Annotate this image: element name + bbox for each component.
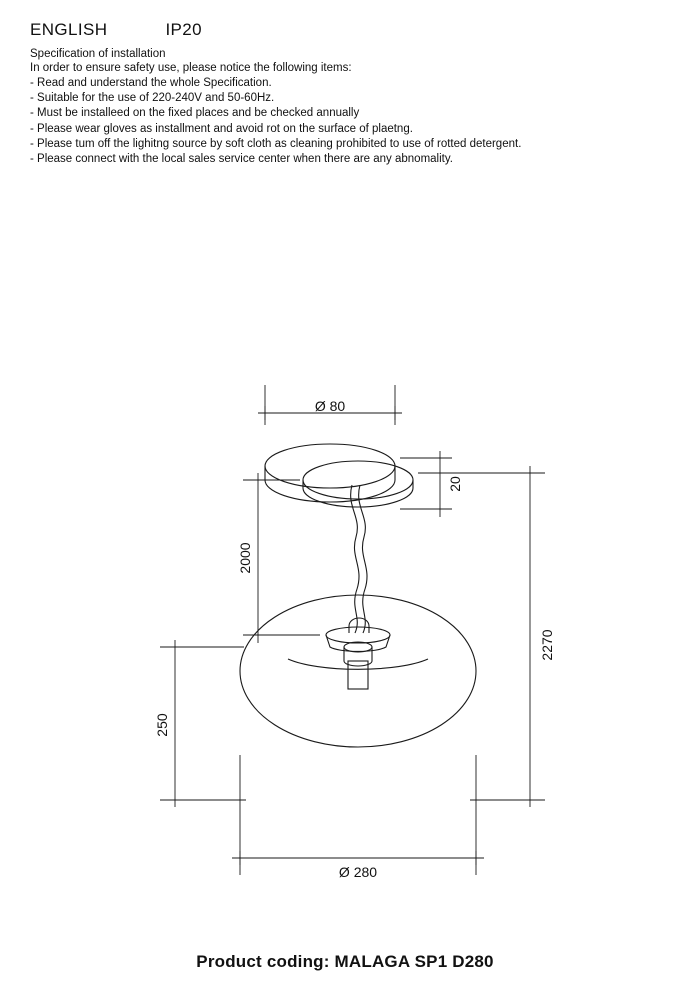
footer-block	[0, 952, 690, 972]
top-view-group	[265, 444, 395, 502]
shade-diameter-dimension	[232, 755, 484, 875]
specification-title: Specification of installation	[30, 48, 166, 60]
list-item: - Read and understand the whole Specification.	[30, 77, 272, 89]
total-height-label: 2270	[539, 629, 555, 661]
canopy-height-label: 20	[447, 476, 463, 492]
holder-plate-top	[326, 627, 390, 643]
shade-diameter-label: Ø 280	[338, 864, 378, 880]
ip-rating-label: IP20	[165, 20, 203, 39]
list-item: - Please connect with the local sales service center when there are any abnomality.	[30, 153, 453, 166]
top-view-height-dimension	[400, 451, 452, 517]
shade-height-label: 250	[154, 713, 170, 737]
total-height-dimension	[418, 466, 545, 807]
cord-grip	[349, 618, 369, 633]
canopy-top-ellipse	[265, 444, 395, 488]
cord-length-dimension	[243, 473, 320, 643]
list-item: - Please tum off the lighitng source by soft cloth as cleaning prohibited to use of rotted detergent.	[30, 137, 522, 150]
product-code-label: Product coding: MALAGA SP1 D280	[196, 952, 494, 971]
list-item: - Suitable for the use of 220-240V and 50-60Hz.	[30, 92, 275, 105]
cord-length-label: 2000	[237, 542, 253, 574]
header-title-row	[30, 20, 650, 40]
shade-height-dimension	[160, 640, 246, 807]
instruction-list	[30, 76, 650, 167]
front-view-group	[240, 461, 476, 747]
language-label: ENGLISH	[30, 20, 108, 39]
specification-lead: In order to ensure safety use, please notice the following items:	[30, 62, 352, 74]
header-block	[30, 20, 650, 167]
canopy-diameter-label: Ø 80	[314, 398, 346, 414]
list-item: - Please wear gloves as installment and avoid rot on the surface of plaetng.	[30, 122, 413, 135]
list-item: - Must be installeed on the fixed places and be checked annually	[30, 107, 360, 120]
drawing-area	[0, 185, 690, 925]
ceiling-canopy-top	[303, 461, 413, 499]
